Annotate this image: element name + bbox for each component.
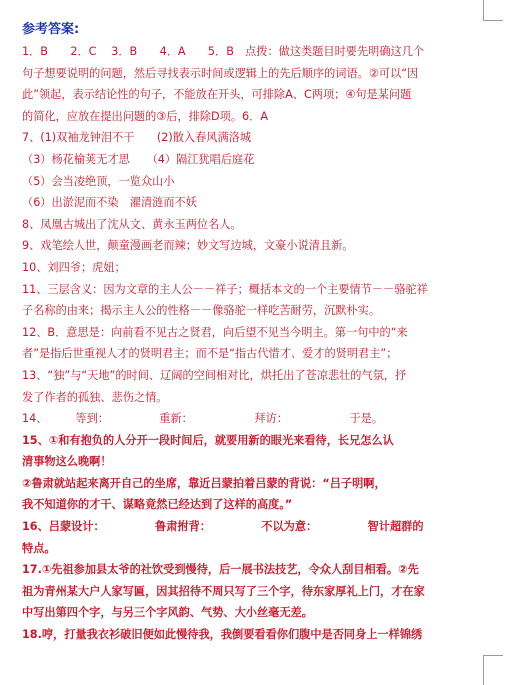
answer-line: （3）杨花榆荚无才思 （4）隔江犹唱后庭花 (22, 152, 255, 166)
answer-key-heading: 参考答案: (22, 22, 80, 37)
answer-line: 清事物这么晚啊！ (22, 455, 112, 469)
answer-line: 9、戏笔绘人世，颠童漫画老而辣；妙文写边城，文豪小说清且新。 (22, 239, 354, 253)
answer-line: 13、“独”与“天地”的时间、辽阔的空间相对比，烘托出了苍凉悲壮的气氛，抒 (22, 368, 407, 382)
crop-mark-bottom-right-vertical (483, 655, 484, 685)
crop-mark-top-right-vertical (483, 0, 484, 20)
answer-line: （5）会当凌绝顶，一览众山小 (22, 174, 175, 188)
answer-line: 发了作者的孤独、悲伤之情。 (22, 390, 168, 404)
answer-line: 7、(1)双袖龙钟泪不干 (2)散入春风满洛城 (22, 131, 252, 145)
answer-line: 17.①先祖参加县太爷的社饮受到慢待，后一展书法技艺，令众人刮目相看。②先 (22, 563, 419, 577)
answer-key-content (22, 20, 490, 646)
answer-lines (22, 41, 490, 646)
answer-line: 15、①和有抱负的人分开一段时间后，就要用新的眼光来看待，长兄怎么认 (22, 433, 394, 447)
answer-line: 中写出第四个字，与另三个字风韵、气势、大小丝毫无差。 (22, 606, 313, 620)
answer-line: 10、刘四爷；虎妞； (22, 260, 126, 274)
answer-line: ②鲁肃就站起来离开自己的坐席，靠近吕蒙拍着吕蒙的背说：“吕子明啊， (22, 476, 386, 490)
answer-line: 者”是指后世重视人才的贤明君主；而不是“指古代惜才、爱才的贤明君主”； (22, 347, 398, 361)
answer-line: 特点。 (22, 541, 56, 555)
answer-line: 8、凤凰古城出了沈从文、黄永玉两位名人。 (22, 217, 242, 231)
answer-line: （6）出淤泥而不染 濯清涟而不妖 (22, 196, 197, 210)
answer-line: 16、吕蒙设计： 鲁肃拊背： 不以为意： 智计超群的 (22, 520, 424, 534)
crop-mark-bottom-right-horizontal (483, 655, 503, 656)
answer-line: 此”领起，表示结论性的句子，不能放在开头，可排除A、C两项；④句是某问题 (22, 88, 412, 102)
answer-line: 的简化，应放在提出问题的③后，排除D项。6．A (22, 109, 268, 123)
answer-line: 我不知道你的才干、谋略竟然已经达到了这样的高度。” (22, 498, 293, 512)
answer-line: 祖为青州某大户人家写匾，因其招待不周只写了三个字，待东家厚礼上门，才在家 (22, 584, 425, 598)
answer-line: 14、 等到： 重新： 拜访： 于是。 (22, 412, 384, 426)
answer-line: 子名称的由来；揭示主人公的性格－－像骆驼一样吃苦耐劳，沉默朴实。 (22, 304, 381, 318)
answer-line: 11、三层含义：因为文章的主人公－－祥子；概括本文的一个主要情节－－骆驼祥 (22, 282, 428, 296)
answer-line: 句子想要说明的问题，然后寻找表示时间或逻辑上的先后顺序的词语。②可以“因 (22, 66, 419, 80)
answer-line: 18.哼，打量我衣衫破旧便如此慢待我，我倒要看看你们腹中是否同身上一样锦绣 (22, 628, 423, 642)
answer-line: 12、B．意思是：向前看不见古之贤君，向后望不见当今明主。第一句中的“来 (22, 325, 408, 339)
answer-line: 1．B 2．C 3．B 4．A 5．B 点拨：做这类题目时要先明确这几个 (22, 45, 425, 58)
